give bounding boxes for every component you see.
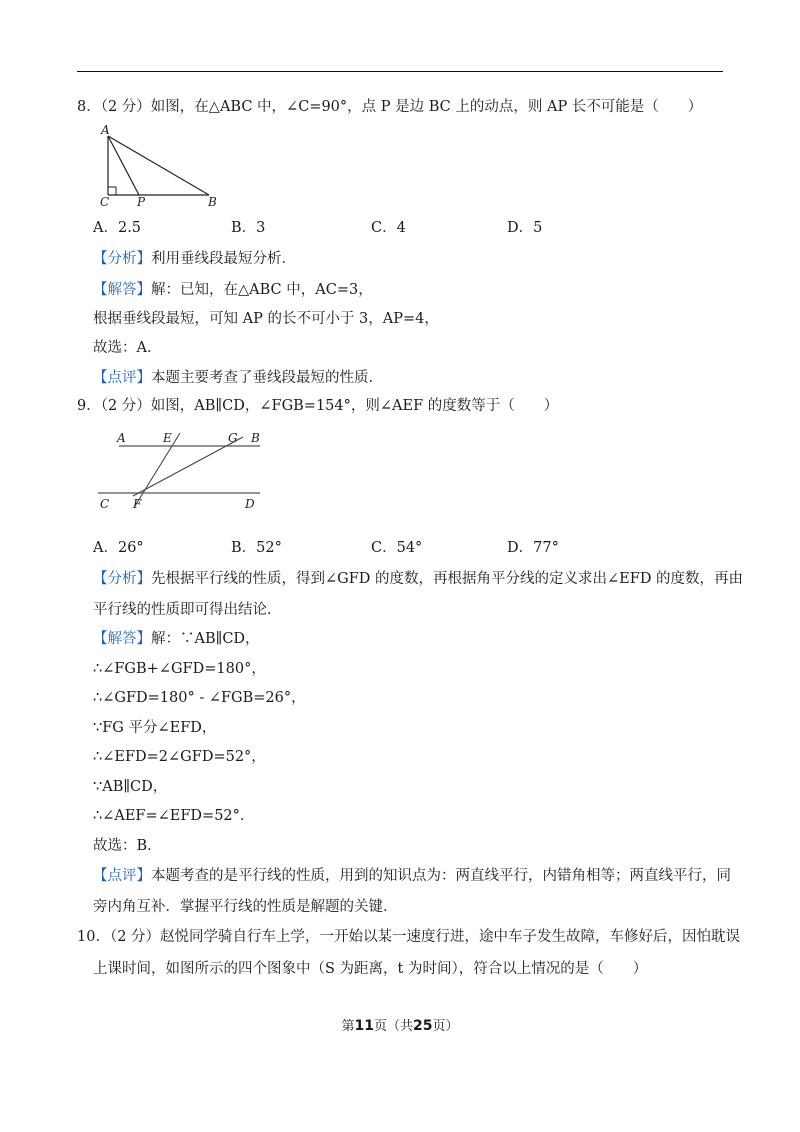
- q8-solution-text-1: 解：已知，在△ABC 中，AC=3，: [151, 282, 373, 298]
- q9-option-b: B．52°: [231, 540, 282, 556]
- q9-analysis-line-2: 平行线的性质即可得出结论．: [93, 602, 282, 618]
- q8-solution-tag: 【解答】: [93, 282, 151, 298]
- q9-solution-line-3: ∴∠GFD=180° - ∠FGB=26°，: [93, 690, 306, 706]
- q8-solution-line-1: [93, 280, 373, 300]
- q8-option-b: B．3: [231, 220, 266, 236]
- q9-comment-line-2: 旁内角互补．掌握平行线的性质是解题的关键．: [93, 899, 398, 915]
- q9-label-c: C: [100, 497, 110, 511]
- q9-analysis-text-1: 先根据平行线的性质，得到∠GFD 的度数，再根据角平分线的定义求出∠EFD 的度数，再由: [151, 571, 744, 587]
- q9-label-g: G: [228, 431, 238, 445]
- q9-label-a: A: [117, 431, 126, 445]
- q8-comment-text: 本题主要考查了垂线段最短的性质．: [151, 370, 383, 386]
- q9-analysis-tag: 【分析】: [93, 571, 151, 587]
- q9-comment-line-1: [93, 866, 731, 886]
- q8-comment: [93, 368, 383, 388]
- q8-triangle-figure: [97, 124, 227, 208]
- q8-comment-tag: 【点评】: [93, 370, 151, 386]
- q9-solution-line-5: ∴∠EFD=2∠GFD=52°，: [93, 749, 266, 765]
- q9-solution-first: 解：∵AB∥CD，: [151, 631, 260, 647]
- q8-label-p: P: [137, 195, 146, 208]
- footer-middle: 页（共: [373, 1019, 413, 1034]
- q9-comment-text-1: 本题考查的是平行线的性质，用到的知识点为：两直线平行，内错角相等；两直线平行，同: [151, 868, 731, 884]
- q9-solution-tag: 【解答】: [93, 631, 151, 647]
- q8-option-d: D．5: [507, 220, 543, 236]
- q9-label-b: B: [251, 431, 260, 445]
- q8-label-a: A: [101, 124, 110, 137]
- q8-analysis-text: 利用垂线段最短分析．: [151, 251, 296, 267]
- footer-suffix: 页）: [432, 1019, 459, 1034]
- q9-label-e: E: [163, 431, 172, 445]
- q9-solution-line-1: [93, 629, 260, 649]
- q8-label-b: B: [208, 195, 217, 208]
- q9-solution-line-7: ∴∠AEF=∠EFD=52°．: [93, 808, 255, 824]
- q8-option-a: A．2.5: [93, 220, 142, 236]
- q8-stem: 8．（2 分）如图，在△ABC 中，∠C=90°，点 P 是边 BC 上的动点，则 AP 长不可能是（ ）: [77, 99, 703, 115]
- page-footer: [0, 1017, 800, 1036]
- q9-comment-tag: 【点评】: [93, 868, 151, 884]
- q10-stem-line-1: 10．（2 分）赵悦同学骑自行车上学，一开始以某一速度行进，途中车子发生故障，车修好后，因怕耽误: [77, 929, 741, 945]
- q9-stem: 9．（2 分）如图，AB∥CD，∠FGB=154°，则∠AEF 的度数等于（ ）: [77, 398, 559, 414]
- q9-label-d: D: [245, 497, 255, 511]
- q8-option-c: C．4: [371, 220, 406, 236]
- footer-total-pages: 25: [413, 1018, 433, 1034]
- q9-option-c: C．54°: [371, 540, 423, 556]
- q9-solution-line-2: ∴∠FGB+∠GFD=180°，: [93, 661, 266, 677]
- q8-analysis: [93, 249, 296, 269]
- q9-solution-line-4: ∵FG 平分∠EFD，: [93, 720, 217, 736]
- header-rule: [77, 71, 723, 72]
- q9-solution-line-6: ∵AB∥CD，: [93, 779, 168, 795]
- q9-solution-line-8: 故选：B．: [93, 838, 162, 854]
- footer-prefix: 第: [341, 1019, 355, 1034]
- q9-option-a: A．26°: [93, 540, 144, 556]
- q8-solution-line-2: 根据垂线段最短，可知 AP 的长不可小于 3，AP=4，: [93, 311, 439, 327]
- q8-label-c: C: [100, 195, 110, 208]
- q8-solution-line-3: 故选：A．: [93, 340, 162, 356]
- footer-page-number: 11: [354, 1018, 374, 1034]
- q9-label-f: F: [133, 497, 142, 511]
- q10-stem-line-2: 上课时间，如图所示的四个图象中（S 为距离，t 为时间），符合以上情况的是（ ）: [93, 961, 648, 977]
- q9-option-d: D．77°: [507, 540, 559, 556]
- q8-analysis-tag: 【分析】: [93, 251, 151, 267]
- q9-analysis-line-1: [93, 569, 743, 589]
- q9-parallel-lines-figure: [95, 428, 270, 512]
